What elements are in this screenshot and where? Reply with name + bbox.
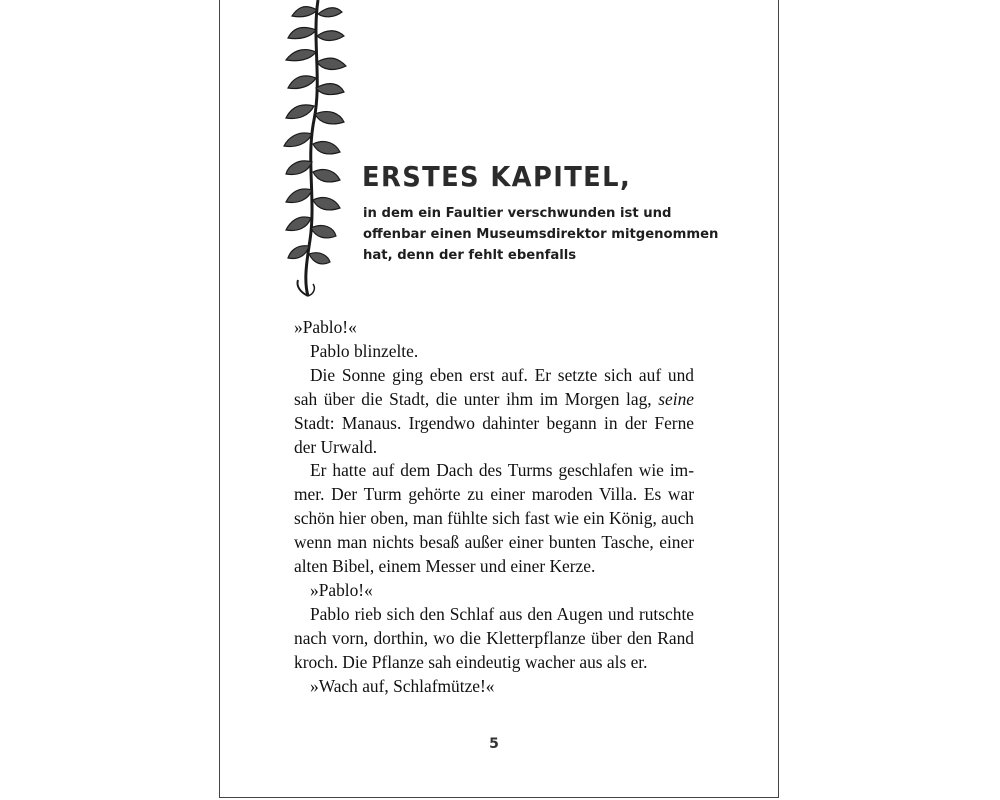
paragraph-5: »Pablo!« [310, 579, 373, 600]
paragraph-7: »Wach auf, Schlafmütze!« [310, 675, 495, 696]
chapter-title: ERSTES KAPITEL, [362, 160, 632, 193]
paragraph-6: Pablo rieb sich den Schlaf aus den Augen und rutschte nach vorn, dorthin, wo die Kletterpflanze über den Rand kroch. Die Pflanze sah eindeutig wacher aus als er. [294, 603, 694, 672]
paragraph-3-part-b: Stadt: Manaus. Irgendwo dahinter begann in der Ferne der Urwald. [294, 412, 694, 457]
page-number: 5 [489, 736, 499, 752]
paragraph-2: Pablo blinzelte. [310, 340, 419, 361]
paragraph-3-emphasis: seine [658, 388, 694, 409]
body-text [294, 316, 694, 699]
paragraph-1: »Pablo!« [294, 317, 357, 337]
paragraph-3 [294, 364, 694, 460]
paragraph-3-part-a: Die Sonne ging eben erst auf. Er setzte sich auf und sah über die Stadt, die unter ihm im Morgen lag, [294, 364, 694, 409]
chapter-subtitle: in dem ein Faultier verschwunden ist und offenbar einen Museumsdirektor mitgenommen hat, denn der fehlt ebenfalls [363, 206, 719, 263]
paragraph-4: Er hatte auf dem Dach des Turms geschlafen wie immer. Der Turm gehörte zu einer maroden Villa. Es war schön hier oben, man fühlte sich fast wie ein König, auch wenn man nichts besaß außer einer bunten Tasche, einer alten Bibel, einem Messer und einer Kerze. [294, 460, 694, 577]
vine-illustration-icon [278, 0, 353, 300]
